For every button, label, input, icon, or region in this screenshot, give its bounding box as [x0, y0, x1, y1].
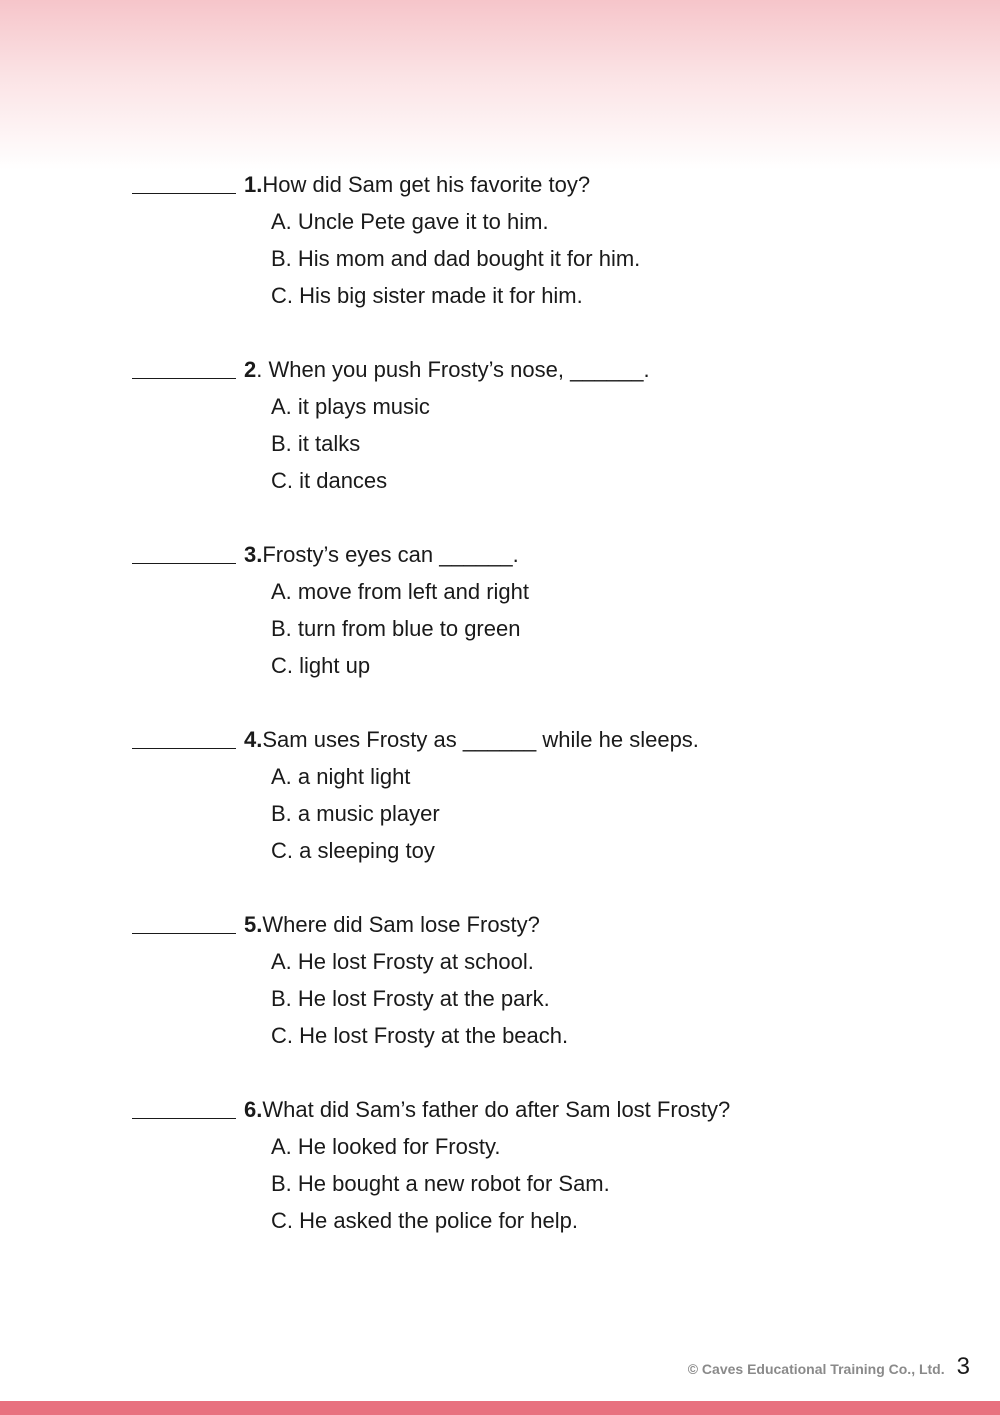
option-a: A. move from left and right	[271, 579, 529, 604]
question-number: 2	[244, 357, 257, 382]
question-line	[132, 906, 932, 943]
option-list	[132, 758, 932, 869]
question-line	[132, 536, 932, 573]
option-list	[132, 943, 932, 1054]
option-a: A. a night light	[271, 764, 411, 789]
option-b: B. turn from blue to green	[271, 616, 521, 641]
header-band	[0, 0, 1000, 170]
footer-bar	[0, 1401, 1000, 1415]
question-text: Where did Sam lose Frosty?	[262, 912, 540, 937]
option-a: A. He lost Frosty at school.	[271, 949, 534, 974]
option-c: C. a sleeping toy	[271, 838, 435, 863]
answer-blank[interactable]	[132, 913, 236, 934]
answer-blank[interactable]	[132, 728, 236, 749]
option-a: A. Uncle Pete gave it to him.	[271, 209, 549, 234]
option-b: B. He bought a new robot for Sam.	[271, 1171, 610, 1196]
question-5	[132, 906, 932, 1054]
option-b: B. it talks	[271, 431, 361, 456]
question-number: 4.	[244, 727, 263, 752]
question-text: . When you push Frosty’s nose, ______.	[256, 357, 650, 382]
option-c: C. light up	[271, 653, 371, 678]
question-line	[132, 351, 932, 388]
question-number: 3.	[244, 542, 263, 567]
question-2	[132, 351, 932, 499]
option-a: A. it plays music	[271, 394, 430, 419]
page-number: 3	[956, 1353, 970, 1380]
question-4	[132, 721, 932, 869]
option-list	[132, 1128, 932, 1239]
question-text: Sam uses Frosty as ______ while he sleeps.	[262, 727, 699, 752]
option-list	[132, 573, 932, 684]
answer-blank[interactable]	[132, 173, 236, 194]
option-a: A. He looked for Frosty.	[271, 1134, 501, 1159]
question-text: What did Sam’s father do after Sam lost Frosty?	[262, 1097, 731, 1122]
question-6	[132, 1091, 932, 1239]
option-b: B. He lost Frosty at the park.	[271, 986, 550, 1011]
option-list	[132, 203, 932, 314]
option-b: B. a music player	[271, 801, 440, 826]
option-c: C. He lost Frosty at the beach.	[271, 1023, 569, 1048]
option-c: C. He asked the police for help.	[271, 1208, 578, 1233]
question-list	[132, 166, 932, 1276]
question-line	[132, 1091, 932, 1128]
answer-blank[interactable]	[132, 358, 236, 379]
question-number: 6.	[244, 1097, 263, 1122]
copyright-notice: © Caves Educational Training Co., Ltd.	[687, 1361, 945, 1377]
answer-blank[interactable]	[132, 543, 236, 564]
question-number: 5.	[244, 912, 263, 937]
question-line	[132, 721, 932, 758]
option-c: C. it dances	[271, 468, 388, 493]
question-3	[132, 536, 932, 684]
page-footer	[688, 1352, 970, 1382]
answer-blank[interactable]	[132, 1098, 236, 1119]
question-1	[132, 166, 932, 314]
question-line	[132, 166, 932, 203]
option-c: C. His big sister made it for him.	[271, 283, 583, 308]
option-b: B. His mom and dad bought it for him.	[271, 246, 641, 271]
question-text: How did Sam get his favorite toy?	[262, 172, 591, 197]
question-number: 1.	[244, 172, 263, 197]
option-list	[132, 388, 932, 499]
question-text: Frosty’s eyes can ______.	[262, 542, 519, 567]
